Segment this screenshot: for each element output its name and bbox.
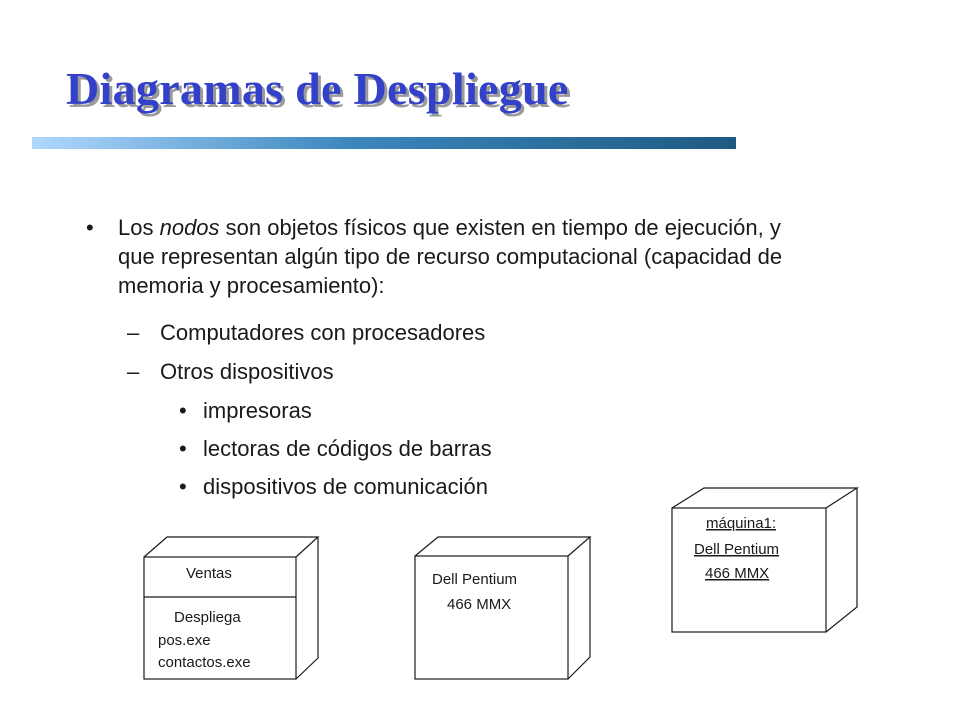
node-dell-line: Dell Pentium (432, 571, 518, 588)
node-ventas-file: pos.exe (158, 632, 211, 649)
node-maquina1-line: 466 MMX (705, 565, 770, 582)
node-dell-top-face (415, 537, 590, 556)
bullet-marker: • (86, 215, 94, 240)
node-maquina1-top-face (672, 488, 857, 508)
node-dell-side-face (568, 537, 590, 679)
node-maquina1 (672, 488, 857, 632)
bullet-main-text-end: son objetos físicos que existen en tiempo de ejecución, y que representan algún tipo de recurso computacional (capacidad de memoria y procesamiento): (118, 215, 783, 298)
bullet-main-emphasis: nodos (159, 215, 220, 240)
dash-marker: – (127, 359, 140, 384)
sub-item-label: lectoras de códigos de barras (203, 436, 492, 461)
node-maquina1-line: máquina1: (706, 515, 777, 532)
sub-item-label: dispositivos de comunicación (203, 474, 488, 499)
sub-bullet-marker: • (179, 474, 187, 499)
bullet-main-text-start: Los (118, 215, 160, 240)
dash-item-label: Computadores con procesadores (160, 320, 486, 345)
sub-bullet-marker: • (179, 436, 187, 461)
dash-marker: – (127, 320, 140, 345)
node-maquina1-side-face (826, 488, 857, 632)
sub-item-label: impresoras (203, 398, 312, 423)
dash-item-label: Otros dispositivos (160, 359, 334, 384)
node-maquina1-line: Dell Pentium (694, 541, 780, 558)
node-ventas-section-label: Despliega (174, 609, 241, 626)
node-ventas-name: Ventas (186, 565, 232, 582)
node-ventas-file: contactos.exe (158, 654, 251, 671)
node-ventas-side-face (296, 537, 318, 679)
node-dell-line: 466 MMX (447, 596, 512, 613)
node-ventas-top-face (144, 537, 318, 557)
slide-title: Diagramas de Despliegue (66, 63, 569, 114)
sub-bullet-marker: • (179, 398, 187, 423)
